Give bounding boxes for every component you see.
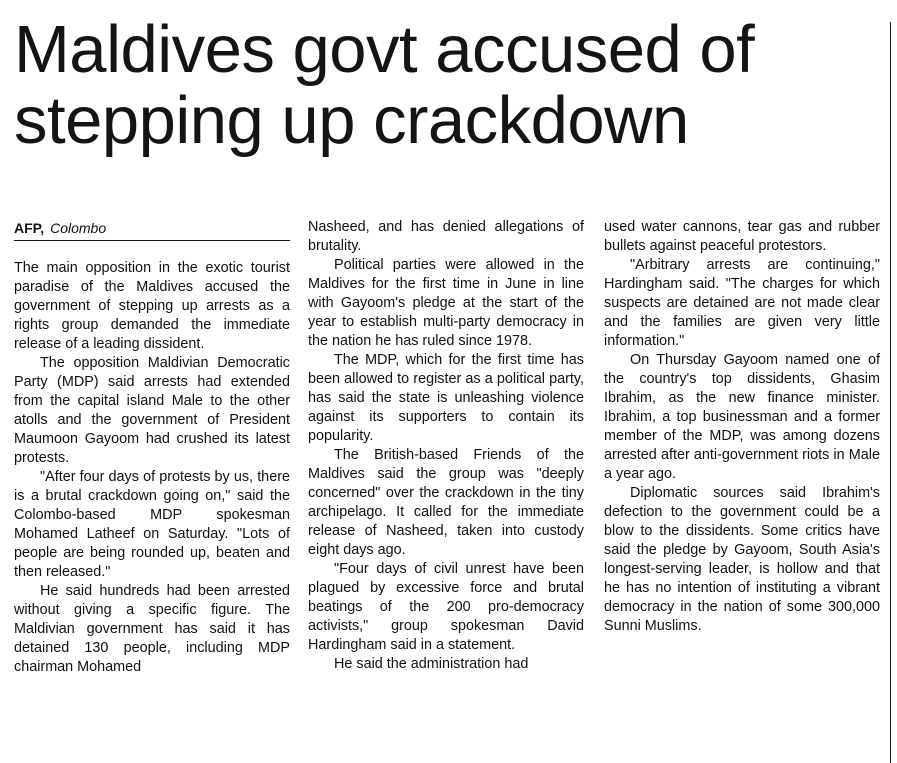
- paragraph: The MDP, which for the first time has been allowed to register as a political party, has said the state is unleashing violence against its supporters to contain its popularity.: [308, 352, 584, 444]
- paragraph: "Arbitrary arrests are continuing," Hardingham said. "The charges for which suspects are detained are not made clear and the families are given very little information.": [604, 257, 880, 349]
- paragraph: On Thursday Gayoom named one of the country's top dissidents, Ghasim Ibrahim, as the new finance minister. Ibrahim, a top businessman and a former member of the MDP, was among dozens arrested after anti-government riots in Male a year ago.: [604, 352, 880, 482]
- column-rule: [890, 22, 891, 763]
- paragraph: He said hundreds had been arrested without giving a specific figure. The Maldivian government has said it has detained 130 people, including MDP chairman Mohamed: [14, 583, 290, 675]
- paragraph: Political parties were allowed in the Maldives for the first time in June in line with Gayoom's pledge at the start of the year to establish multi-party democracy in the nation he has ruled since 1978.: [308, 257, 584, 349]
- article-column-3: [604, 218, 880, 636]
- paragraph: "Four days of civil unrest have been plagued by excessive force and brutal beatings of the 200 pro-democracy activists," group spokesman David Hardingham said in a statement.: [308, 561, 584, 653]
- paragraph: The main opposition in the exotic tourist paradise of the Maldives accused the government of stepping up arrests as a rights group demanded the immediate release of a leading dissident.: [14, 260, 290, 352]
- paragraph: Diplomatic sources said Ibrahim's defection to the government could be a blow to the dissidents. Some critics have said the pledge by Gayoom, South Asia's longest-serving leader, is hollow and that he has no intention of instituting a vibrant democracy in the nation of some 300,000 Sunni Muslims.: [604, 485, 880, 634]
- article-column-2: [308, 218, 584, 674]
- paragraph: He said the administration had: [334, 656, 529, 672]
- byline: [14, 219, 290, 241]
- paragraph: The opposition Maldivian Democratic Party (MDP) said arrests had extended from the capital island Male to the other atolls and the government of President Maumoon Gayoom had crushed its latest protests.: [14, 355, 290, 466]
- paragraph: "After four days of protests by us, there is a brutal crackdown going on," said the Colombo-based MDP spokesman Mohamed Latheef on Saturday. "Lots of people are being rounded up, beaten and then released.": [14, 469, 290, 580]
- paragraph: used water cannons, tear gas and rubber bullets against peaceful protestors.: [604, 219, 880, 254]
- paragraph: The British-based Friends of the Maldives said the group was "deeply concerned" over the crackdown in the tiny archipelago. It called for the immediate release of Nasheed, taken into custody eight days ago.: [308, 447, 584, 558]
- paragraph: Nasheed, and has denied allegations of brutality.: [308, 219, 584, 254]
- byline-agency: AFP,: [14, 220, 45, 236]
- byline-place: Colombo: [50, 220, 107, 236]
- headline: Maldives govt accused of stepping up crackdown: [14, 12, 755, 158]
- article-column-1: [14, 259, 290, 677]
